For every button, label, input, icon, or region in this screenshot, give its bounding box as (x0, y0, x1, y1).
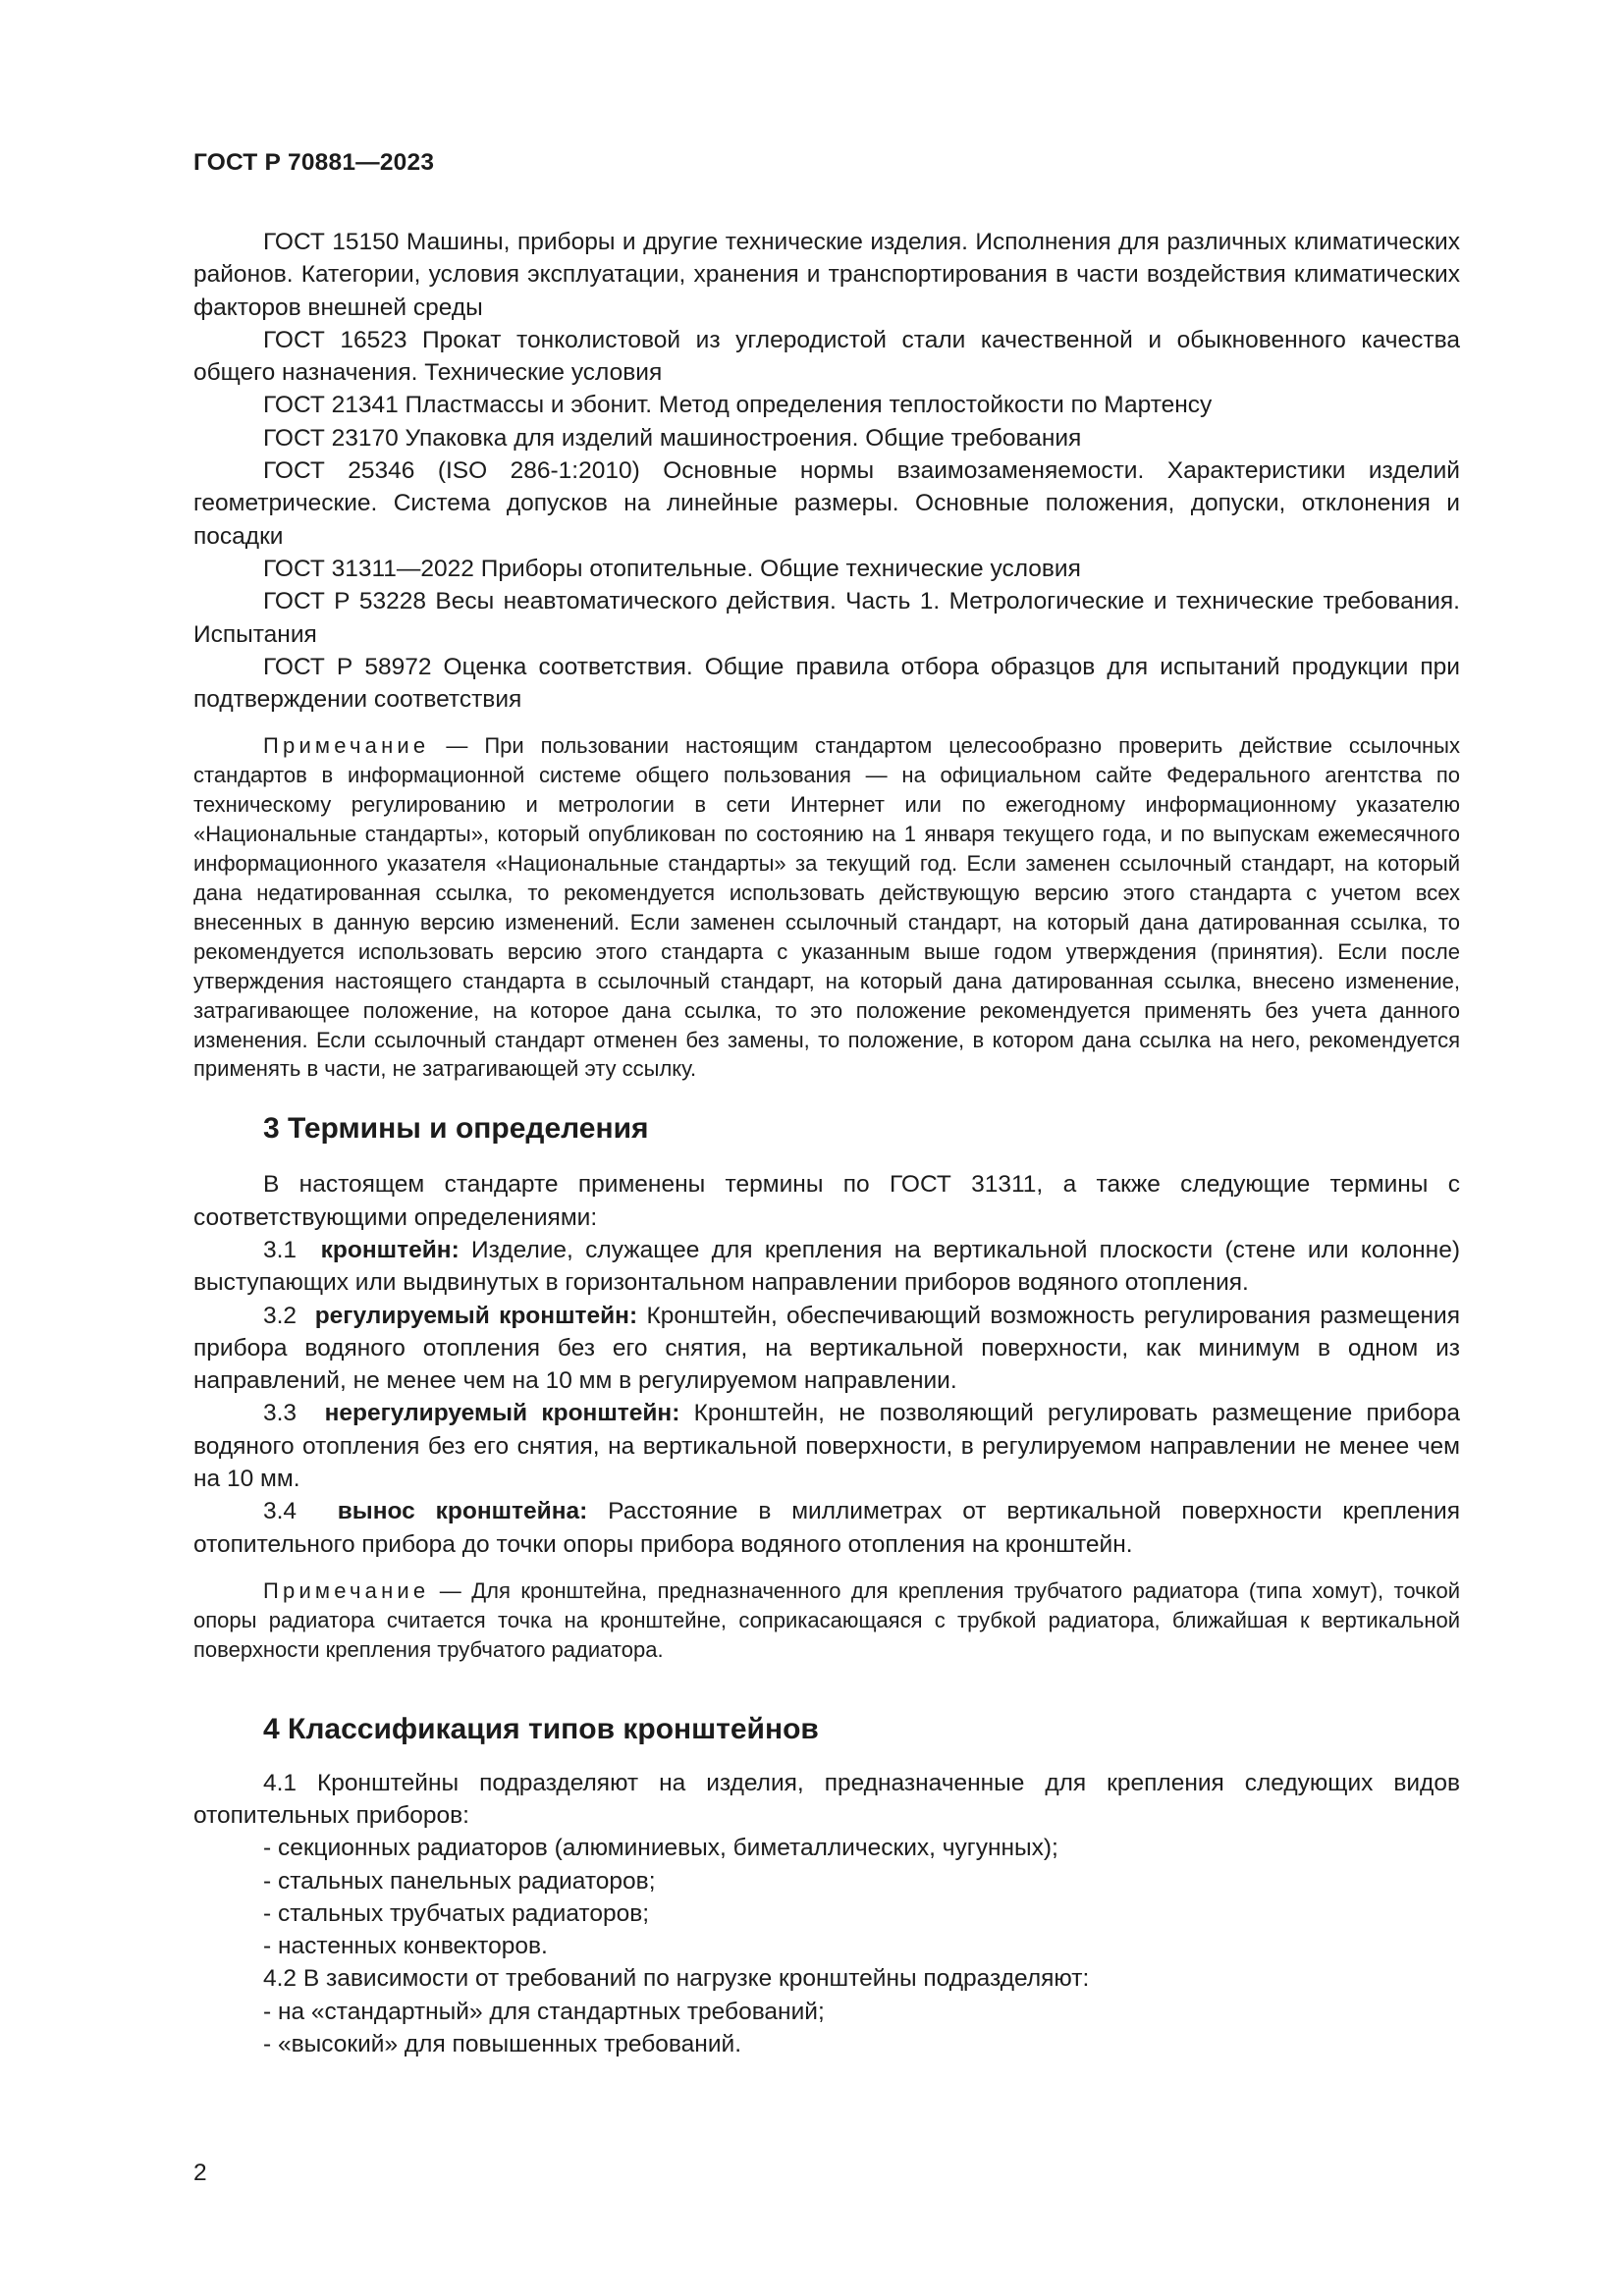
term-3-2 (193, 1300, 1460, 1398)
reference-item: ГОСТ 23170 Упаковка для изделий машиностроения. Общие требования (263, 424, 1082, 452)
clause-4-1: 4.1 Кронштейны подразделяют на изделия, предназначенные для крепления следующих видов отопительных приборов: (193, 1769, 1460, 1829)
term-3-1 (193, 1234, 1460, 1300)
term-number: 3.4 (263, 1498, 298, 1525)
document-code: ГОСТ Р 70881—2023 (193, 149, 435, 176)
term-number: 3.1 (263, 1236, 298, 1263)
page-number: 2 (193, 2160, 207, 2186)
list-item: - «высокий» для повышенных требований. (263, 2030, 742, 2057)
section-4-heading: 4 Классификация типов кронштейнов (263, 1712, 819, 1745)
note-references (193, 731, 1460, 1084)
reference-item: ГОСТ 16523 Прокат тонколистовой из углеродистой стали качественной и обыкновенного качества общего назначения. Технические условия (193, 326, 1460, 387)
page-body (193, 226, 1460, 2060)
list-item: - секционных радиаторов (алюминиевых, биметаллических, чугунных); (263, 1835, 1058, 1862)
normative-references (193, 226, 1460, 716)
reference-item: ГОСТ 31311—2022 Приборы отопительные. Общие технические условия (263, 555, 1081, 582)
term-name: нерегулируемый кронштейн: (324, 1400, 680, 1427)
term-definition: Расстояние в миллиметрах от вертикальной поверхности крепления отопительного прибора до точки опоры прибора водяного отопления на кронштейн. (193, 1498, 1460, 1558)
note-text: — При пользовании настоящим стандартом целесообразно проверить действие ссылочных стандартов в информационной системе общего пользования — на официальном сайте Федерального агентства по техническому регулированию и метрологии в сети Интернет или по ежегодному информационному указателю «Национальные стандарты», который опубликован по состоянию на 1 января текущего года, и по выпускам ежемесячного информационного указателя «Национальные стандарты» за текущий год. Если заменен ссылочный стандарт, на который дана недатированная ссылка, то рекомендуется использовать действующую версию этого стандарта с учетом всех внесенных в данную версию изменений. Если заменен ссылочный стандарт, на который дана датированная ссылка, то рекомендуется использовать версию этого стандарта с указанным выше годом утверждения (принятия). Если после утверждения настоящего стандарта в ссылочный стандарт, на который дана датированная ссылка, внесено изменение, затрагивающее положение, на которое дана ссылка, то это положение рекомендуется применять без учета данного изменения. Если ссылочный стандарт отменен без замены, то положение, в котором дана ссылка на него, рекомендуется применять в части, не затрагивающей эту ссылку. (193, 733, 1460, 1082)
term-3-4 (193, 1495, 1460, 1561)
clause-4-2: 4.2 В зависимости от требований по нагрузке кронштейны подразделяют: (263, 1965, 1090, 1993)
term-definition: Кронштейн, обеспечивающий возможность регулирования размещения прибора водяного отопления без его снятия, на вертикальной поверхности, как минимум в одном из направлений, не менее чем на 10 мм в регулируемом направлении. (193, 1302, 1460, 1395)
list-item: - стальных панельных радиаторов; (263, 1867, 656, 1895)
term-definition: Кронштейн, не позволяющий регулировать размещение прибора водяного отопления без его снятия, на вертикальной поверхности, в регулируемом направлении не менее чем на 10 мм. (193, 1400, 1460, 1492)
term-name: вынос кронштейна: (337, 1498, 588, 1525)
term-name: кронштейн: (320, 1236, 460, 1263)
reference-item: ГОСТ 15150 Машины, приборы и другие технические изделия. Исполнения для различных климатических районов. Категории, условия эксплуатации, хранения и транспортирования в части воздействия климатических факторов внешней среды (193, 229, 1460, 321)
term-definition: Изделие, служащее для крепления на вертикальной плоскости (стене или колонне) выступающих или выдвинутых в горизонтальном направлении приборов водяного отопления. (193, 1236, 1460, 1297)
reference-item: ГОСТ 25346 (ISO 286-1:2010) Основные нормы взаимозаменяемости. Характеристики изделий геометрические. Система допусков на линейные размеры. Основные положения, допуски, отклонения и посадки (193, 457, 1460, 550)
note-label: Примечание (263, 733, 430, 759)
list-item: - на «стандартный» для стандартных требований; (263, 1998, 825, 2025)
term-name: регулируемый кронштейн: (314, 1302, 638, 1329)
term-number: 3.2 (263, 1302, 298, 1329)
reference-item: ГОСТ Р 58972 Оценка соответствия. Общие правила отбора образцов для испытаний продукции при подтверждении соответствия (193, 653, 1460, 714)
section-3-heading: 3 Термины и определения (263, 1112, 649, 1146)
term-number: 3.3 (263, 1400, 298, 1427)
list-item: - стальных трубчатых радиаторов; (263, 1899, 650, 1927)
reference-item: ГОСТ 21341 Пластмассы и эбонит. Метод определения теплостойкости по Мартенсу (263, 392, 1213, 419)
note-text: — Для кронштейна, предназначенного для крепления трубчатого радиатора (типа хомут), точкой опоры радиатора считается точка на кронштейне, соприкасающаяся с трубкой радиатора, ближайшая к вертикальной поверхности крепления трубчатого радиатора. (193, 1577, 1460, 1662)
term-3-3 (193, 1397, 1460, 1495)
note-section-3 (193, 1576, 1460, 1665)
note-label: Примечание (263, 1577, 430, 1603)
list-item: - настенных конвекторов. (263, 1933, 548, 1960)
reference-item: ГОСТ Р 53228 Весы неавтоматического действия. Часть 1. Метрологические и технические требования. Испытания (193, 588, 1460, 648)
section-3-intro: В настоящем стандарте применены термины по ГОСТ 31311, а также следующие термины с соответствующими определениями: (193, 1171, 1460, 1231)
